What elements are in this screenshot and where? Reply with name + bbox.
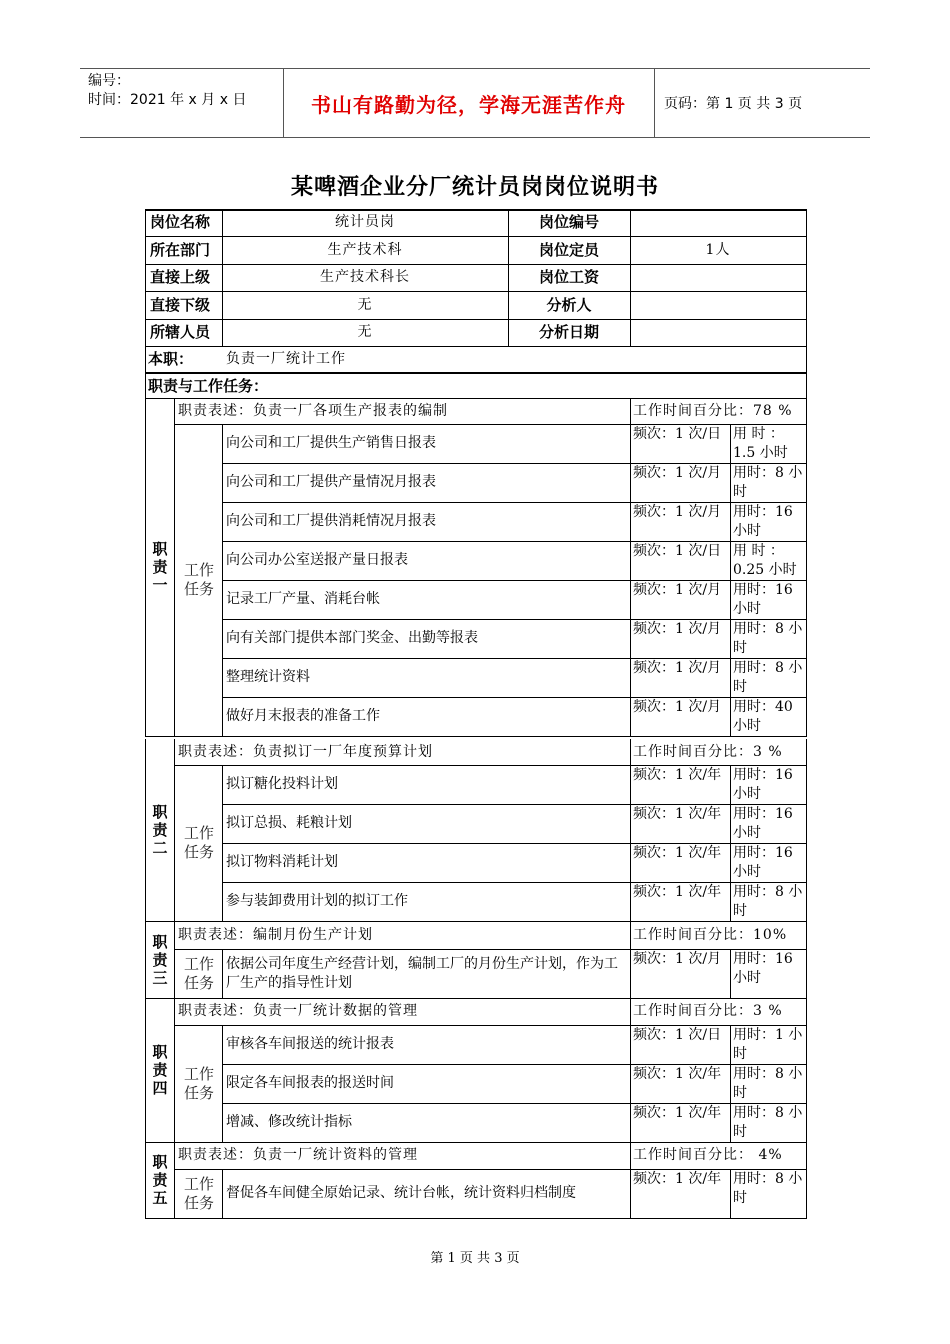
task-duration: 用时：1 小时 [733, 1027, 803, 1062]
task-description: 督促各车间健全原始记录、统计台帐，统计资料归档制度 [226, 1185, 576, 1201]
task-description: 限定各车间报表的报送时间 [226, 1075, 394, 1091]
field-value: 生产技术科 [327, 241, 403, 258]
work-task-label: 工作任务 [183, 561, 214, 598]
table-column-rule [174, 398, 175, 736]
table-column-rule [222, 949, 223, 998]
table-column-rule [145, 998, 146, 1142]
task-description: 向有关部门提供本部门奖金、出勤等报表 [226, 630, 478, 646]
duties-section-label: 职责与工作任务： [148, 376, 269, 395]
task-duration: 用时：8 小时 [733, 1171, 803, 1206]
task-duration: 用时：40 小时 [733, 699, 793, 734]
duty-description: 职责表述：负责一厂统计资料的管理 [178, 1147, 418, 1163]
task-duration: 用时：8 小时 [733, 884, 803, 919]
table-column-rule [174, 998, 175, 1142]
duty-label: 职责五 [152, 1153, 168, 1207]
task-description: 向公司和工厂提供产量情况月报表 [226, 474, 436, 490]
field-value: 生产技术科长 [320, 269, 410, 285]
task-duration: 用时：8 小时 [733, 1105, 803, 1140]
task-frequency: 频次：1 次/日 [633, 1027, 722, 1043]
task-duration: 用时：8 小时 [733, 621, 803, 656]
work-task-label: 工作任务 [183, 954, 214, 992]
task-frequency: 频次：1 次/月 [633, 699, 722, 715]
table-rule [145, 1218, 807, 1219]
task-frequency: 频次：1 次/年 [633, 806, 722, 822]
table-column-rule [145, 922, 146, 998]
task-description: 向公司和工厂提供消耗情况月报表 [226, 513, 436, 529]
field-label: 所在部门 [150, 240, 211, 259]
page-header [80, 68, 870, 138]
table-column-rule [806, 739, 807, 921]
table-column-rule [222, 1169, 223, 1218]
work-task-label: 工作任务 [183, 824, 214, 861]
field-value [630, 264, 806, 291]
task-description: 参与装卸费用计划的拟订工作 [226, 893, 408, 909]
task-description: 增减、修改统计指标 [226, 1114, 352, 1130]
field-label: 所辖人员 [150, 323, 211, 341]
table-column-rule [630, 1142, 631, 1218]
field-value [630, 291, 806, 319]
task-frequency: 频次：1 次/月 [633, 951, 722, 967]
work-task-label: 工作任务 [183, 1174, 214, 1212]
table-column-rule [145, 1142, 146, 1218]
task-frequency: 频次：1 次/月 [633, 621, 722, 637]
task-description: 拟订物料消耗计划 [226, 854, 338, 870]
table-column-rule [222, 209, 223, 346]
duty-time-percentage: 工作时间百分比：3 % [633, 743, 783, 760]
duty-time-percentage: 工作时间百分比：10% [633, 927, 788, 943]
table-column-rule [174, 739, 175, 921]
task-frequency: 频次：1 次/日 [633, 426, 722, 442]
task-duration: 用时：16 小时 [733, 845, 793, 880]
header-meta [88, 72, 278, 110]
task-description: 整理统计资料 [226, 669, 310, 685]
field-value: 无 [357, 324, 373, 340]
duty-time-percentage: 工作时间百分比： 4% [633, 1147, 783, 1163]
duty-time-percentage: 工作时间百分比：78 % [633, 402, 793, 419]
table-column-rule [730, 949, 731, 998]
table-rule [145, 346, 146, 373]
task-duration: 用时：16 小时 [733, 504, 793, 539]
field-value: 无 [357, 296, 373, 313]
table-column-rule [630, 398, 631, 736]
task-description: 拟订总损、耗粮计划 [226, 815, 352, 831]
field-label: 分析人 [546, 295, 592, 314]
table-column-rule [145, 398, 146, 736]
task-frequency: 频次：1 次/月 [633, 504, 722, 520]
duty-label: 职责二 [152, 803, 168, 857]
table-column-rule [806, 1142, 807, 1218]
field-value: 1人 [705, 241, 731, 258]
task-description: 记录工厂产量、消耗台帐 [226, 591, 380, 607]
duty-description: 职责表述：负责一厂各项生产报表的编制 [178, 402, 448, 419]
field-label: 岗位名称 [150, 213, 211, 231]
table-column-rule [806, 922, 807, 998]
doc-code: 编号： [88, 73, 130, 89]
task-frequency: 频次：1 次/月 [633, 582, 722, 598]
work-task-label: 工作任务 [183, 1064, 214, 1102]
task-frequency: 频次：1 次/年 [633, 767, 722, 783]
field-label: 分析日期 [538, 323, 599, 341]
table-column-rule [174, 1142, 175, 1218]
task-duration: 用时：16 小时 [733, 806, 793, 841]
duty-main-label: 本职： [148, 350, 194, 368]
table-rule [145, 736, 807, 737]
task-frequency: 频次：1 次/年 [633, 845, 722, 861]
duty-description: 职责表述：负责拟订一厂年度预算计划 [178, 743, 433, 760]
field-label: 岗位工资 [538, 268, 599, 286]
document-title: 某啤酒企业分厂统计员岗岗位说明书 [290, 175, 659, 200]
task-duration: 用时：8 小时 [733, 1066, 803, 1101]
page-footer: 第 1 页 共 3 页 [430, 1251, 520, 1266]
task-duration: 用时：16 小时 [733, 951, 793, 986]
task-frequency: 频次：1 次/日 [633, 543, 722, 559]
task-frequency: 频次：1 次/月 [633, 465, 722, 481]
table-column-rule [174, 922, 175, 998]
doc-time: 时间：2021 年 x 月 x 日 [88, 92, 247, 108]
task-frequency: 频次：1 次/月 [633, 660, 722, 676]
table-column-rule [806, 998, 807, 1142]
field-label: 岗位定员 [538, 240, 599, 259]
header-page-number: 页码：第 1 页 共 3 页 [664, 96, 803, 112]
task-duration: 用时：16 小时 [733, 582, 793, 617]
table-rule [806, 346, 807, 373]
field-value [630, 319, 806, 346]
duty-description: 职责表述：编制月份生产计划 [178, 927, 373, 943]
header-divider [654, 69, 655, 137]
task-duration: 用时：8 小时 [733, 660, 803, 695]
field-label: 岗位编号 [538, 213, 599, 231]
table-rule [806, 373, 807, 399]
task-duration: 用 时 ：0.25 小时 [733, 543, 797, 578]
table-column-rule [806, 209, 807, 346]
task-description: 做好月末报表的准备工作 [226, 708, 380, 724]
table-rule [145, 373, 146, 399]
duty-main-text: 负责一厂统计工作 [226, 351, 346, 367]
table-column-rule [222, 1025, 223, 1142]
field-value [630, 209, 806, 236]
table-column-rule [630, 739, 631, 921]
task-frequency: 频次：1 次/年 [633, 1066, 722, 1082]
field-label: 直接上级 [150, 268, 211, 286]
table-column-rule [730, 1169, 731, 1218]
field-value: 统计员岗 [335, 214, 395, 230]
table-column-rule [145, 209, 146, 346]
task-description: 向公司办公室送报产量日报表 [226, 552, 408, 568]
table-column-rule [630, 998, 631, 1142]
table-column-rule [145, 739, 146, 921]
duty-description: 职责表述：负责一厂统计数据的管理 [178, 1003, 418, 1019]
table-column-rule [630, 922, 631, 998]
task-description: 依据公司年度生产经营计划，编制工厂的月份生产计划，作为工厂生产的指导性计划 [226, 955, 618, 991]
task-description: 向公司和工厂提供生产销售日报表 [226, 435, 436, 451]
field-label: 直接下级 [150, 295, 211, 314]
table-column-rule [508, 209, 509, 346]
duty-label: 职责一 [152, 540, 168, 594]
header-motto: 书山有路勤为径，学海无涯苦作舟 [311, 92, 626, 117]
table-column-rule [730, 1025, 731, 1142]
task-frequency: 频次：1 次/年 [633, 1105, 722, 1121]
task-description: 审核各车间报送的统计报表 [226, 1036, 394, 1052]
table-column-rule [806, 398, 807, 736]
duty-label: 职责三 [152, 933, 168, 987]
task-duration: 用 时 ：1.5 小时 [733, 426, 788, 461]
duty-time-percentage: 工作时间百分比：3 % [633, 1003, 783, 1019]
task-duration: 用时：8 小时 [733, 465, 803, 500]
task-duration: 用时：16 小时 [733, 767, 793, 802]
task-frequency: 频次：1 次/年 [633, 884, 722, 900]
task-frequency: 频次：1 次/年 [633, 1171, 722, 1187]
duty-label: 职责四 [152, 1043, 168, 1097]
table-column-rule [630, 209, 631, 346]
task-description: 拟订糖化投料计划 [226, 776, 338, 792]
